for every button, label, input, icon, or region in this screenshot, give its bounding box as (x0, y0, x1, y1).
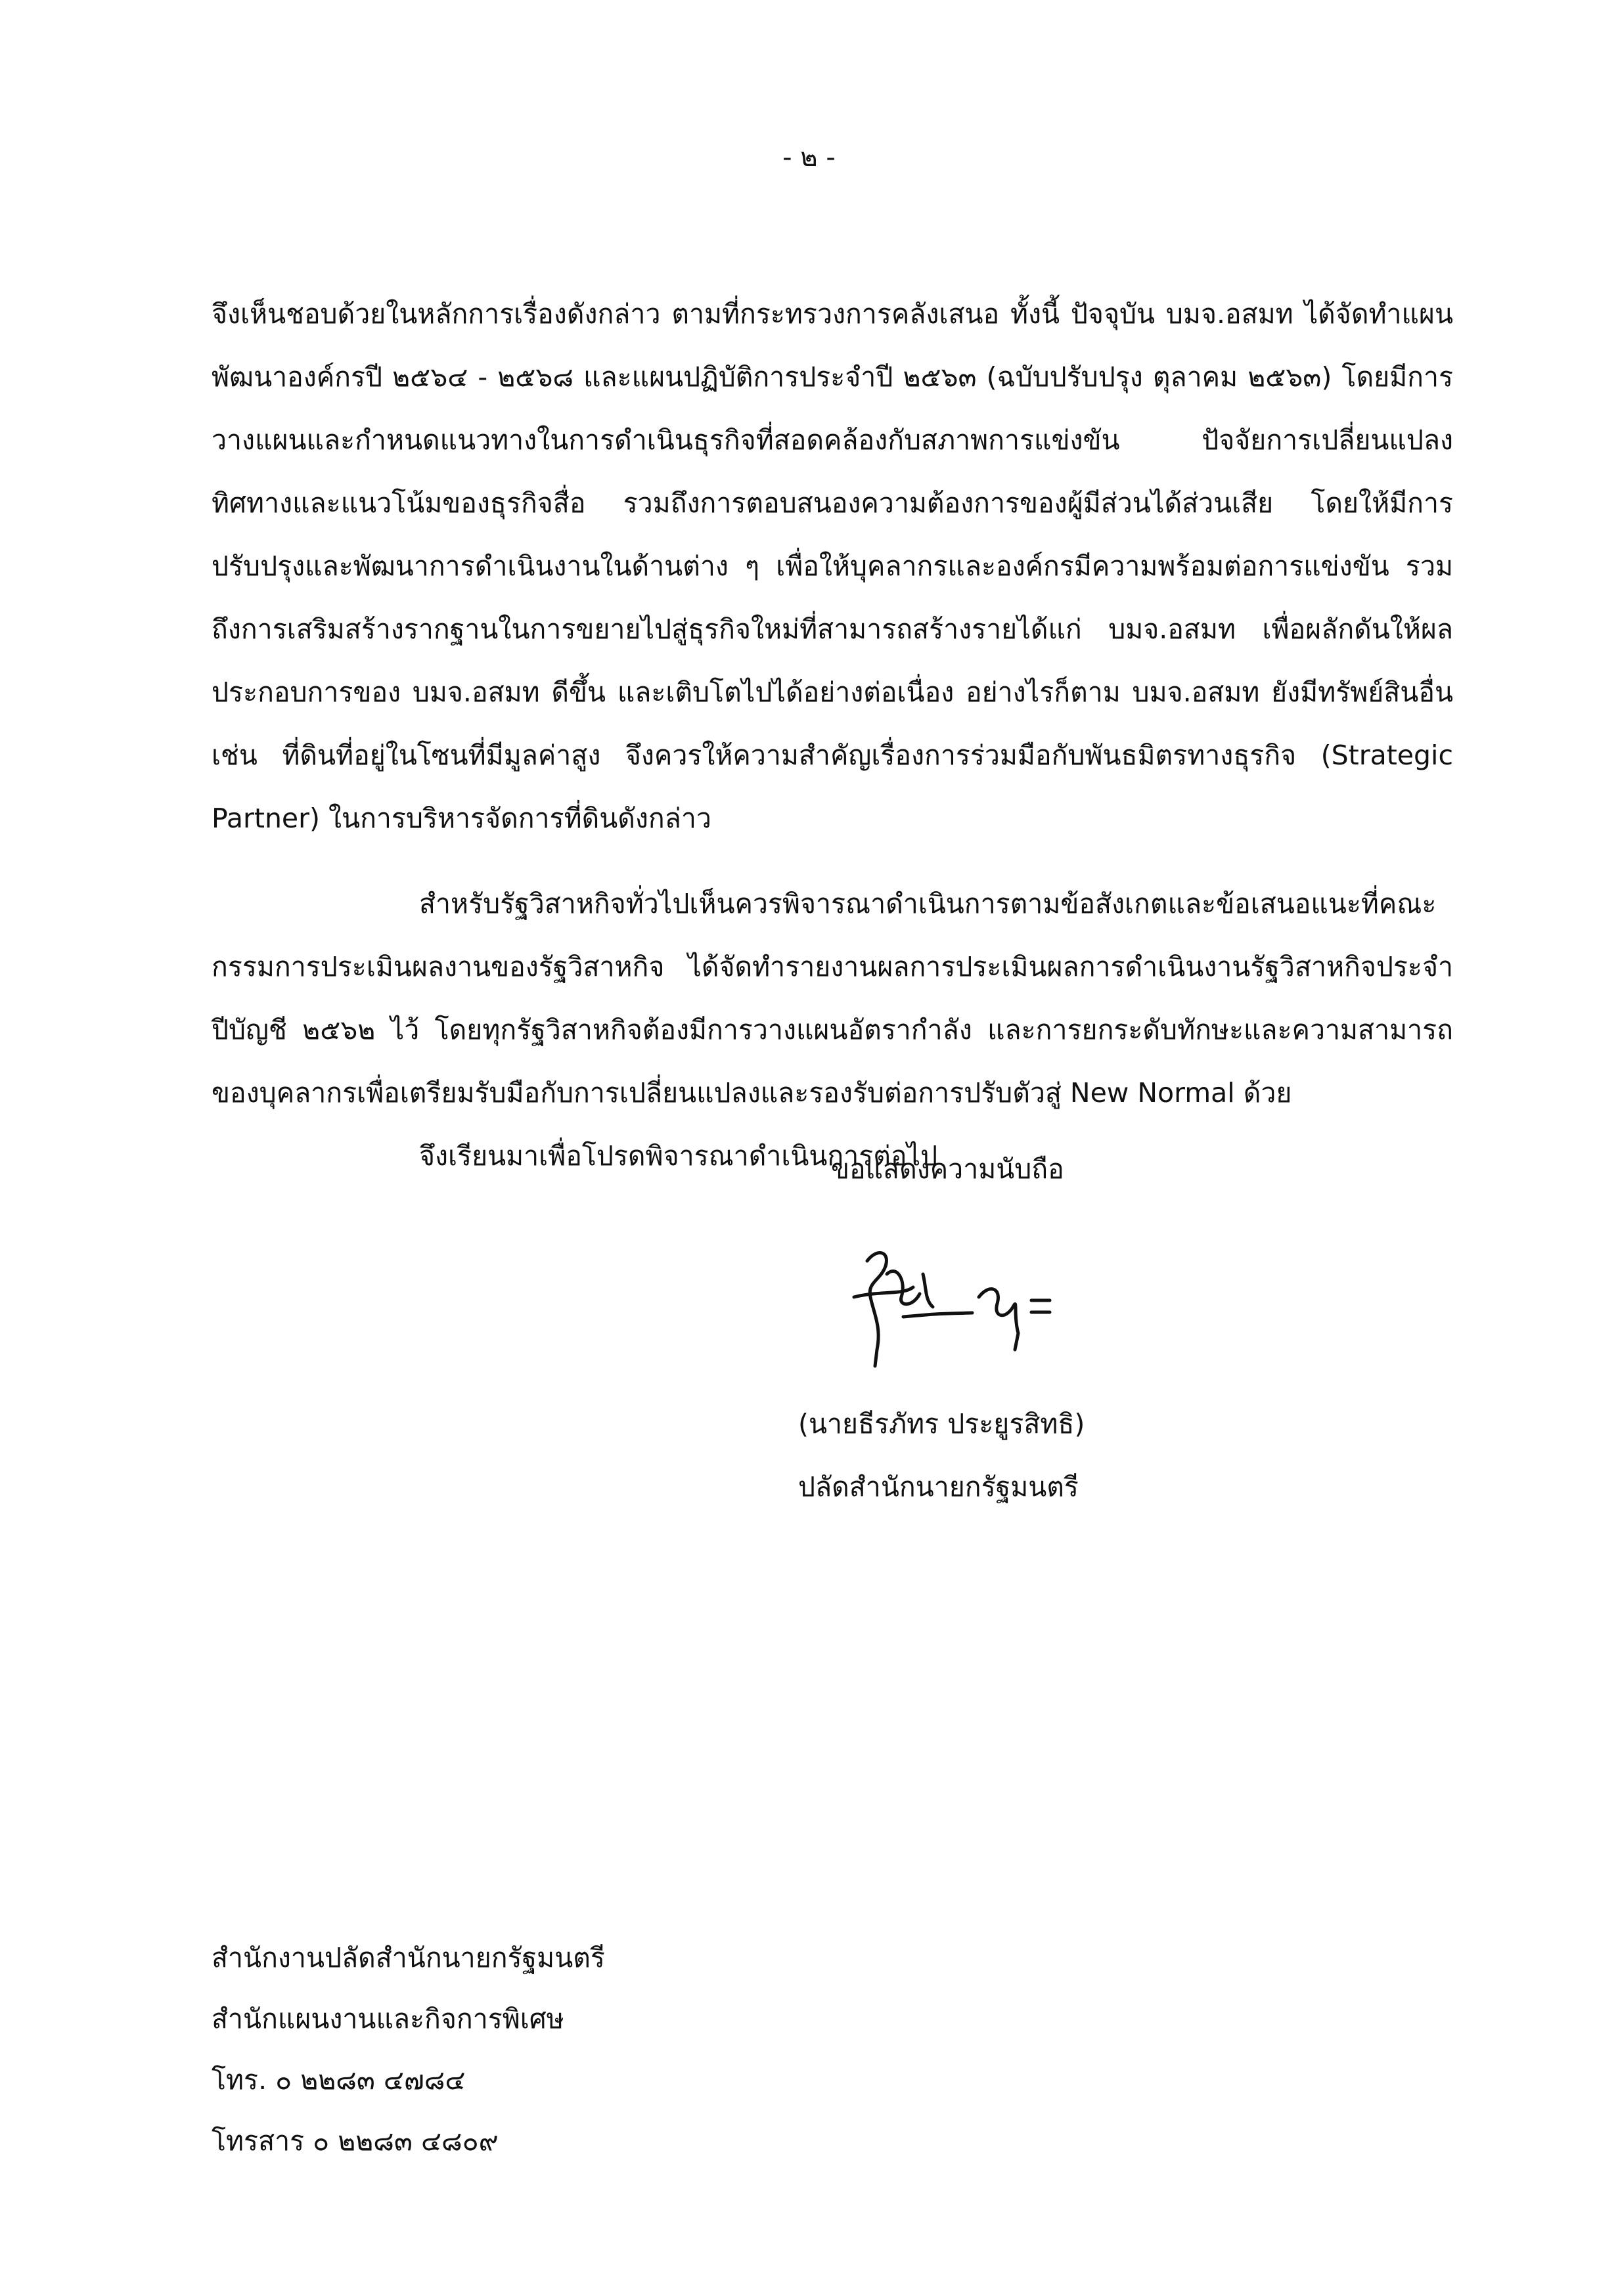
paragraph-recommendation: สำหรับรัฐวิสาหกิจทั่วไปเห็นควรพิจารณาดำเนินการตามข้อสังเกตและข้อเสนอแนะที่คณะกรรมการประเมินผลงานของรัฐวิสาหกิจ ได้จัดทำรายงานผลการประเมินผลการดำเนินงานรัฐวิสาหกิจประจำปีบัญชี ๒๕๖๒ ไว้ โดยทุกรัฐวิสาหกิจต้องมีการวางแผนอัตรากำลัง และการยกระดับทักษะและความสามารถของบุคลากรเพื่อเตรียมรับมือกับการเปลี่ยนแปลงและรองรับต่อการปรับตัวสู่ New Normal ด้วย (212, 888, 1453, 1109)
signer-name: (นายธีรภัทร ประยูรสิทธิ) (798, 1408, 1085, 1440)
paragraph-request: จึงเรียนมาเพื่อโปรดพิจารณาดำเนินการต่อไป (419, 1140, 938, 1172)
closing-salutation: ขอแสดงความนับถือ (831, 1153, 1064, 1185)
fax-number: โทรสาร ๐ ๒๒๘๓ ๔๘๐๙ (212, 2125, 499, 2157)
office-name: สำนักงานปลัดสำนักนายกรัฐมนตรี (212, 1942, 605, 1974)
phone-number: โทร. ๐ ๒๒๘๓ ๔๗๘๔ (212, 2064, 466, 2096)
handwritten-signature (841, 1235, 1077, 1373)
signer-block (798, 1392, 1085, 1518)
signer-title: ปลัดสำนักนายกรัฐมนตรี (798, 1471, 1079, 1503)
page-number: - ๒ - (782, 143, 836, 173)
contact-block (212, 1928, 605, 2172)
letter-body (212, 282, 1453, 1187)
division-name: สำนักแผนงานและกิจการพิเศษ (212, 2003, 564, 2035)
paragraph-continuation: จึงเห็นชอบด้วยในหลักการเรื่องดังกล่าว ตามที่กระทรวงการคลังเสนอ ทั้งนี้ ปัจจุบัน บมจ.อสมท ได้จัดทำแผนพัฒนาองค์กรปี ๒๕๖๔ - ๒๕๖๘ และแผนปฏิบัติการประจำปี ๒๕๖๓ (ฉบับปรับปรุง ตุลาคม ๒๕๖๓) โดยมีการวางแผนและกำหนดแนวทางในการดำเนินธุรกิจที่สอดคล้องกับสภาพการแข่งขัน ปัจจัยการเปลี่ยนแปลง ทิศทางและแนวโน้มของธุรกิจสื่อ รวมถึงการตอบสนองความต้องการของผู้มีส่วนได้ส่วนเสีย โดยให้มีการปรับปรุงและพัฒนาการดำเนินงานในด้านต่าง ๆ เพื่อให้บุคลากรและองค์กรมีความพร้อมต่อการแข่งขัน รวมถึงการเสริมสร้างรากฐานในการขยายไปสู่ธุรกิจใหม่ที่สามารถสร้างรายได้แก่ บมจ.อสมท เพื่อผลักดันให้ผลประกอบการของ บมจ.อสมท ดีขึ้น และเติบโตไปได้อย่างต่อเนื่อง อย่างไรก็ตาม บมจ.อสมท ยังมีทรัพย์สินอื่น เช่น ที่ดินที่อยู่ในโซนที่มีมูลค่าสูง จึงควรให้ความสำคัญเรื่องการร่วมมือกับพันธมิตรทางธุรกิจ (Strategic Partner) ในการบริหารจัดการที่ดินดังกล่าว (212, 298, 1453, 834)
